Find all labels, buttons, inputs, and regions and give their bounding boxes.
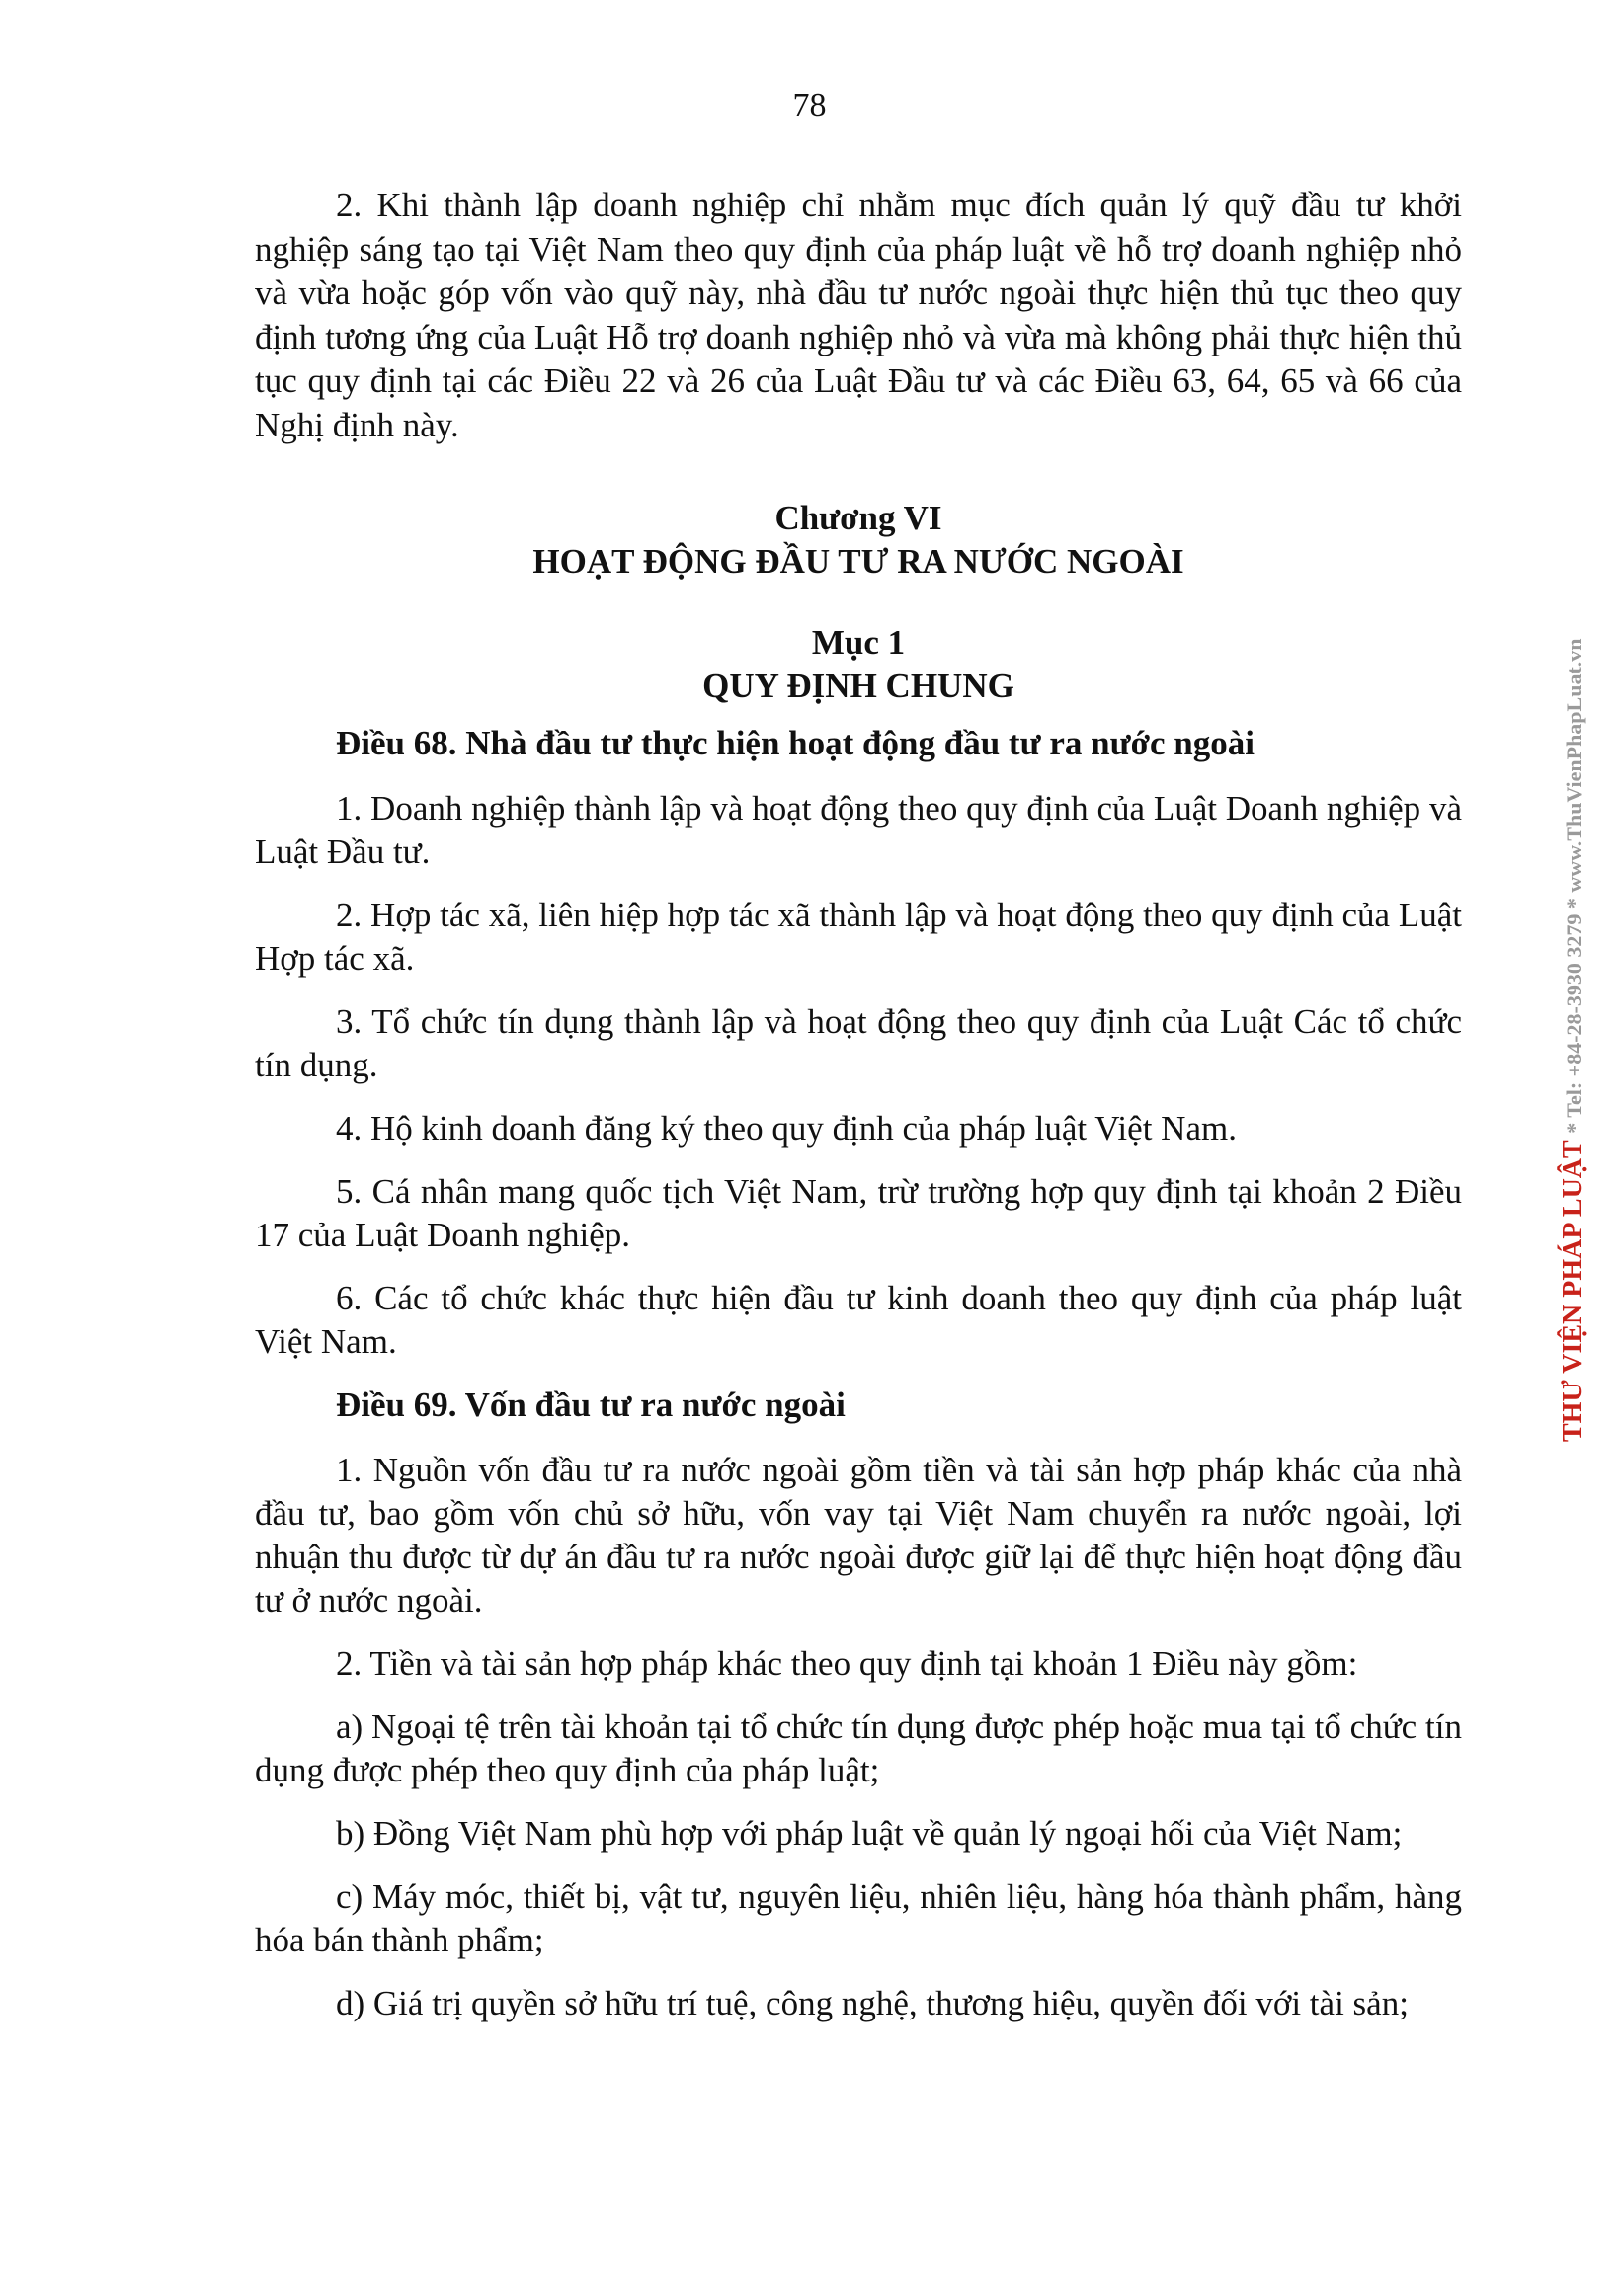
article-68-item-5: 5. Cá nhân mang quốc tịch Việt Nam, trừ trường hợp quy định tại khoản 2 Điều 17 của Luật Doanh nghiệp. xyxy=(255,1172,1462,1254)
section-title: QUY ĐỊNH CHUNG xyxy=(702,667,1014,705)
article-69-item-2b: b) Đồng Việt Nam phù hợp với pháp luật về quản lý ngoại hối của Việt Nam; xyxy=(336,1814,1403,1853)
side-watermark xyxy=(1558,638,1589,1442)
article-68-item-6: 6. Các tổ chức khác thực hiện đầu tư kinh doanh theo quy định của pháp luật Việt Nam. xyxy=(255,1279,1462,1361)
article-68-heading: Điều 68. Nhà đầu tư thực hiện hoạt động đầu tư ra nước ngoài xyxy=(336,724,1255,762)
section-label: Mục 1 xyxy=(811,623,906,662)
watermark-name: THƯ VIỆN PHÁP LUẬT xyxy=(1558,1140,1588,1442)
section-heading xyxy=(255,621,1462,708)
chapter-title: HOẠT ĐỘNG ĐẦU TƯ RA NƯỚC NGOÀI xyxy=(532,542,1184,581)
article-68-item-1: 1. Doanh nghiệp thành lập và hoạt động theo quy định của Luật Doanh nghiệp và Luật Đầu tư. xyxy=(255,789,1462,871)
article-69-item-1: 1. Nguồn vốn đầu tư ra nước ngoài gồm tiền và tài sản hợp pháp khác của nhà đầu tư, bao gồm vốn chủ sở hữu, vốn vay tại Việt Nam chuyển ra nước ngoài, lợi nhuận thu được từ dự án đầu tư ra nước ngoài được giữ lại để thực hiện hoạt động đầu tư ở nước ngoài. xyxy=(255,1451,1462,1620)
document-body xyxy=(255,184,1462,2025)
chapter-heading xyxy=(255,497,1462,584)
intro-paragraph: 2. Khi thành lập doanh nghiệp chỉ nhằm mục đích quản lý quỹ đầu tư khởi nghiệp sáng tạo tại Việt Nam theo quy định của pháp luật về hỗ trợ doanh nghiệp nhỏ và vừa hoặc góp vốn vào quỹ này, nhà đầu tư nước ngoài thực hiện thủ tục theo quy định tương ứng của Luật Hỗ trợ doanh nghiệp nhỏ và vừa mà không phải thực hiện thủ tục quy định tại các Điều 22 và 26 của Luật Đầu tư và các Điều 63, 64, 65 và 66 của Nghị định này. xyxy=(255,186,1462,444)
article-68-item-3: 3. Tổ chức tín dụng thành lập và hoạt động theo quy định của Luật Các tổ chức tín dụng. xyxy=(255,1002,1462,1084)
page-number: 78 xyxy=(792,87,827,123)
article-69-heading: Điều 69. Vốn đầu tư ra nước ngoài xyxy=(336,1386,846,1424)
article-69-item-2c: c) Máy móc, thiết bị, vật tư, nguyên liệu, nhiên liệu, hàng hóa thành phẩm, hàng hóa bán thành phẩm; xyxy=(255,1877,1462,1959)
article-69-item-2d: d) Giá trị quyền sở hữu trí tuệ, công nghệ, thương hiệu, quyền đối với tài sản; xyxy=(336,1984,1409,2022)
article-68-item-2: 2. Hợp tác xã, liên hiệp hợp tác xã thành lập và hoạt động theo quy định của Luật Hợp tác xã. xyxy=(255,896,1462,978)
chapter-label: Chương VI xyxy=(774,499,942,537)
watermark-contact: * Tel: +84-28-3930 3279 * www.ThuVienPhapLuat.vn xyxy=(1562,638,1586,1134)
article-69-item-2a: a) Ngoại tệ trên tài khoản tại tổ chức tín dụng được phép hoặc mua tại tổ chức tín dụng được phép theo quy định của pháp luật; xyxy=(255,1707,1462,1789)
article-68-item-4: 4. Hộ kinh doanh đăng ký theo quy định của pháp luật Việt Nam. xyxy=(336,1109,1237,1148)
article-69-item-2: 2. Tiền và tài sản hợp pháp khác theo quy định tại khoản 1 Điều này gồm: xyxy=(336,1644,1358,1683)
